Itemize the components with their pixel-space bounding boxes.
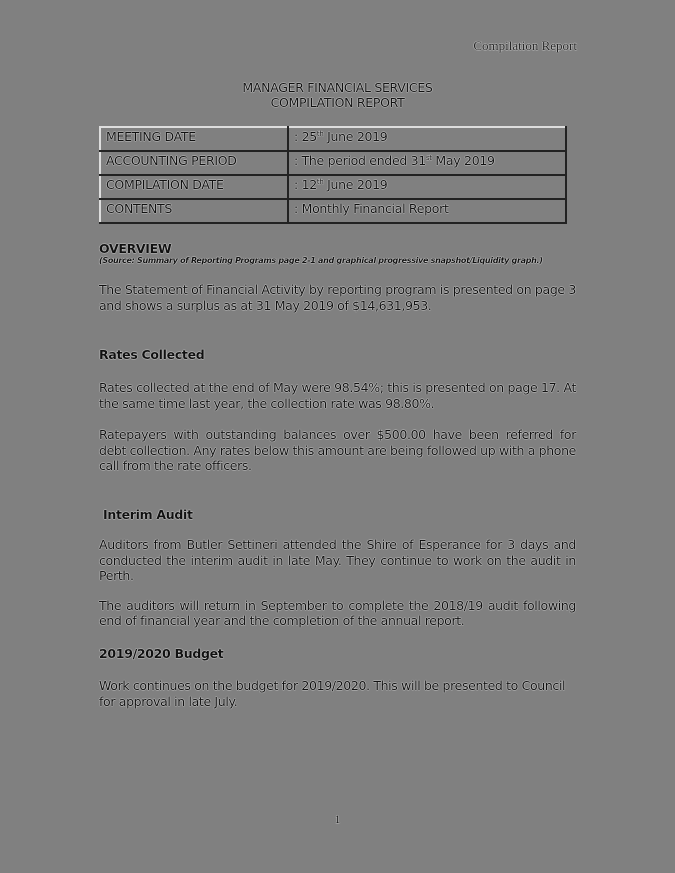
meta-value: : 12th June 2019 — [288, 175, 566, 199]
budget-section — [99, 646, 576, 709]
audit-heading: Interim Audit — [103, 507, 193, 522]
title-line-2: COMPILATION REPORT — [270, 95, 405, 110]
rates-paragraph-1: Rates collected at the end of May were 98.54%; this is presented on page 17. At the same time last year, the collection rate was 98.80%. — [99, 380, 576, 411]
meta-value: : 25th June 2019 — [288, 127, 566, 151]
meta-label: MEETING DATE — [100, 127, 288, 151]
meta-label: ACCOUNTING PERIOD — [100, 151, 288, 175]
running-header: Compilation Report — [473, 38, 577, 53]
budget-paragraph: Work continues on the budget for 2019/2020. This will be presented to Council for approval in late July. — [99, 678, 566, 709]
meta-table — [99, 126, 567, 224]
page-number: 1 — [334, 812, 341, 826]
meta-label: COMPILATION DATE — [100, 175, 288, 199]
meta-label: CONTENTS — [100, 199, 288, 223]
title-line-1: MANAGER FINANCIAL SERVICES — [242, 80, 433, 95]
overview-heading: OVERVIEW — [99, 241, 172, 256]
meta-value: : The period ended 31st May 2019 — [288, 151, 566, 175]
overview-paragraph: The Statement of Financial Activity by reporting program is presented on page 3 and shows a surplus as at 31 May 2019 of $14,631,953. — [99, 282, 576, 313]
table-row — [100, 199, 566, 223]
rates-heading: Rates Collected — [99, 347, 205, 362]
table-row — [100, 175, 566, 199]
audit-paragraph-2: The auditors will return in September to complete the 2018/19 audit following end of financial year and the completion of the annual report. — [99, 597, 576, 628]
audit-section — [99, 507, 576, 629]
rates-paragraph-2: Ratepayers with outstanding balances over $500.00 have been referred for debt collection. Any rates below this amount are being followed up with a phone call from the rate officers. — [99, 427, 577, 473]
table-row — [100, 151, 566, 175]
overview-source-note: (Source: Summary of Reporting Programs page 2-1 and graphical progressive snapshot/Liquidity graph.) — [99, 256, 543, 265]
overview-section — [99, 241, 576, 313]
budget-heading: 2019/2020 Budget — [99, 646, 224, 661]
table-row — [100, 127, 566, 151]
meta-value: : Monthly Financial Report — [288, 199, 566, 223]
document-title — [0, 80, 675, 110]
rates-section — [99, 347, 576, 474]
audit-paragraph-1: Auditors from Butler Settineri attended the Shire of Esperance for 3 days and conducted the interim audit in late May. They continue to work on the audit in Perth. — [99, 537, 576, 583]
